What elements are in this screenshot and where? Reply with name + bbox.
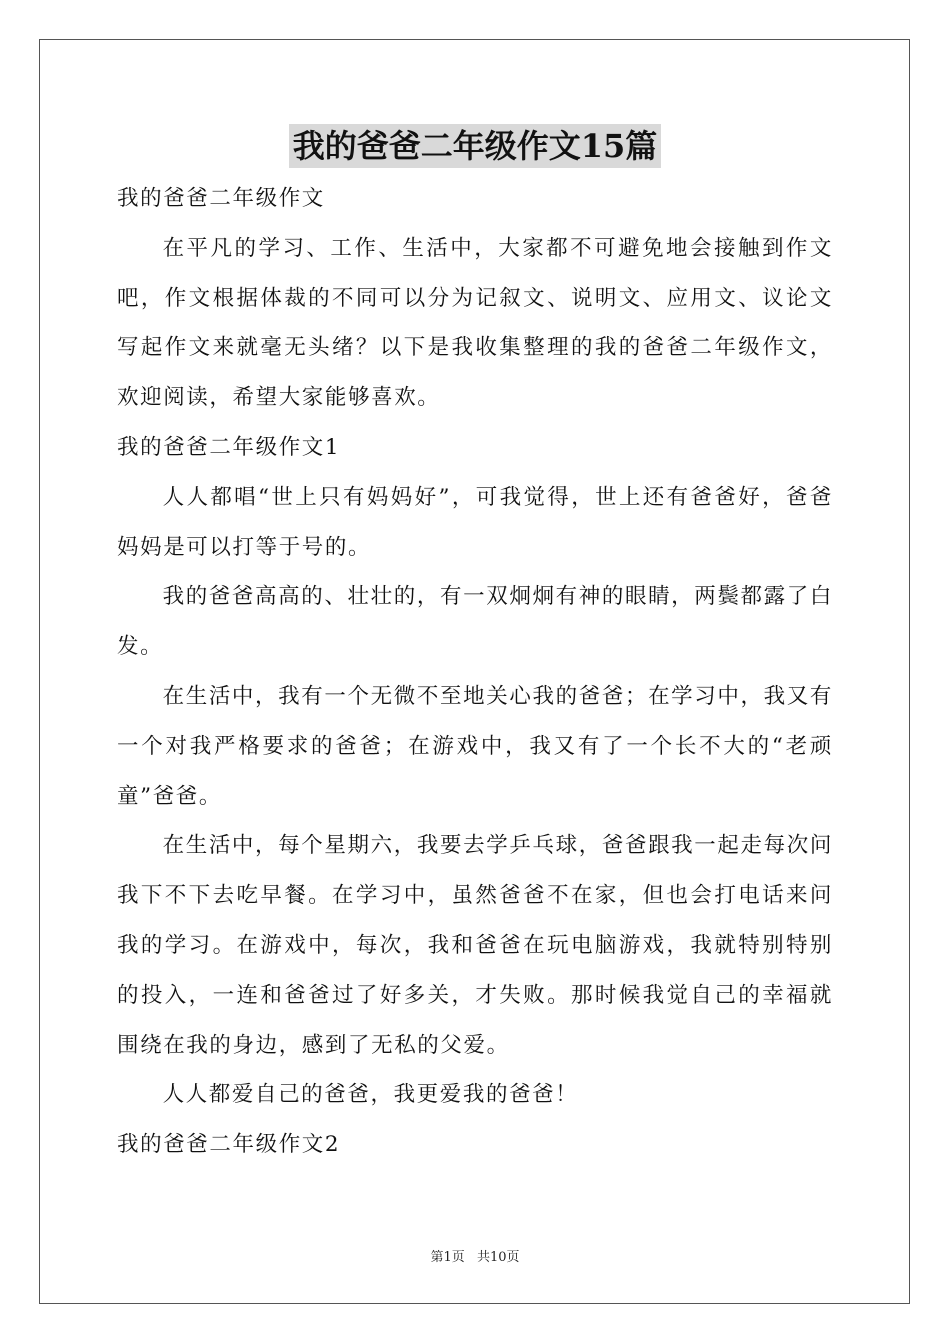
paragraph-heading: 我的爸爸二年级作文2 (117, 1132, 341, 1158)
paragraph: 人人都唱“世上只有妈妈好”，可我觉得，世上还有爸爸好，爸爸妈妈是可以打等于号的。 (117, 484, 833, 560)
paragraph-heading: 我的爸爸二年级作文 (117, 186, 325, 211)
paragraph: 在平凡的学习、工作、生活中，大家都不可避免地会接触到作文吧，作文根据体裁的不同可以分为记叙文、说明文、应用文、议论文写起作文来就毫无头绪？以下是我收集整理的我的爸爸二年级作文，欢迎阅读，希望大家能够喜欢。 (117, 235, 833, 411)
page-total: 共10页 (476, 1250, 520, 1265)
document-body (117, 174, 833, 1170)
page-number: 第1页 (430, 1250, 465, 1265)
paragraph: 人人都爱自己的爸爸，我更爱我的爸爸！ (162, 1082, 579, 1108)
paragraph: 在生活中，我有一个无微不至地关心我的爸爸；在学习中，我又有一个对我严格要求的爸爸；在游戏中，我又有了一个长不大的“老顽童”爸爸。 (117, 683, 833, 809)
document-title: 我的爸爸二年级作文15篇 (289, 124, 662, 168)
paragraph: 我的爸爸高高的、壮壮的，有一双炯炯有神的眼睛，两鬓都露了白发。 (117, 584, 833, 660)
paragraph-heading: 我的爸爸二年级作文1 (117, 434, 341, 460)
page-footer (0, 1246, 950, 1265)
paragraph: 在生活中，每个星期六，我要去学乒乓球，爸爸跟我一起走每次问我下不下去吃早餐。在学习中，虽然爸爸不在家，但也会打电话来问我的学习。在游戏中，每次，我和爸爸在玩电脑游戏，我就特别特别的投入，一连和爸爸过了好多关，才失败。那时候我觉自己的幸福就围绕在我的身边，感到了无私的父爱。 (117, 833, 833, 1058)
title-wrap (0, 124, 950, 168)
